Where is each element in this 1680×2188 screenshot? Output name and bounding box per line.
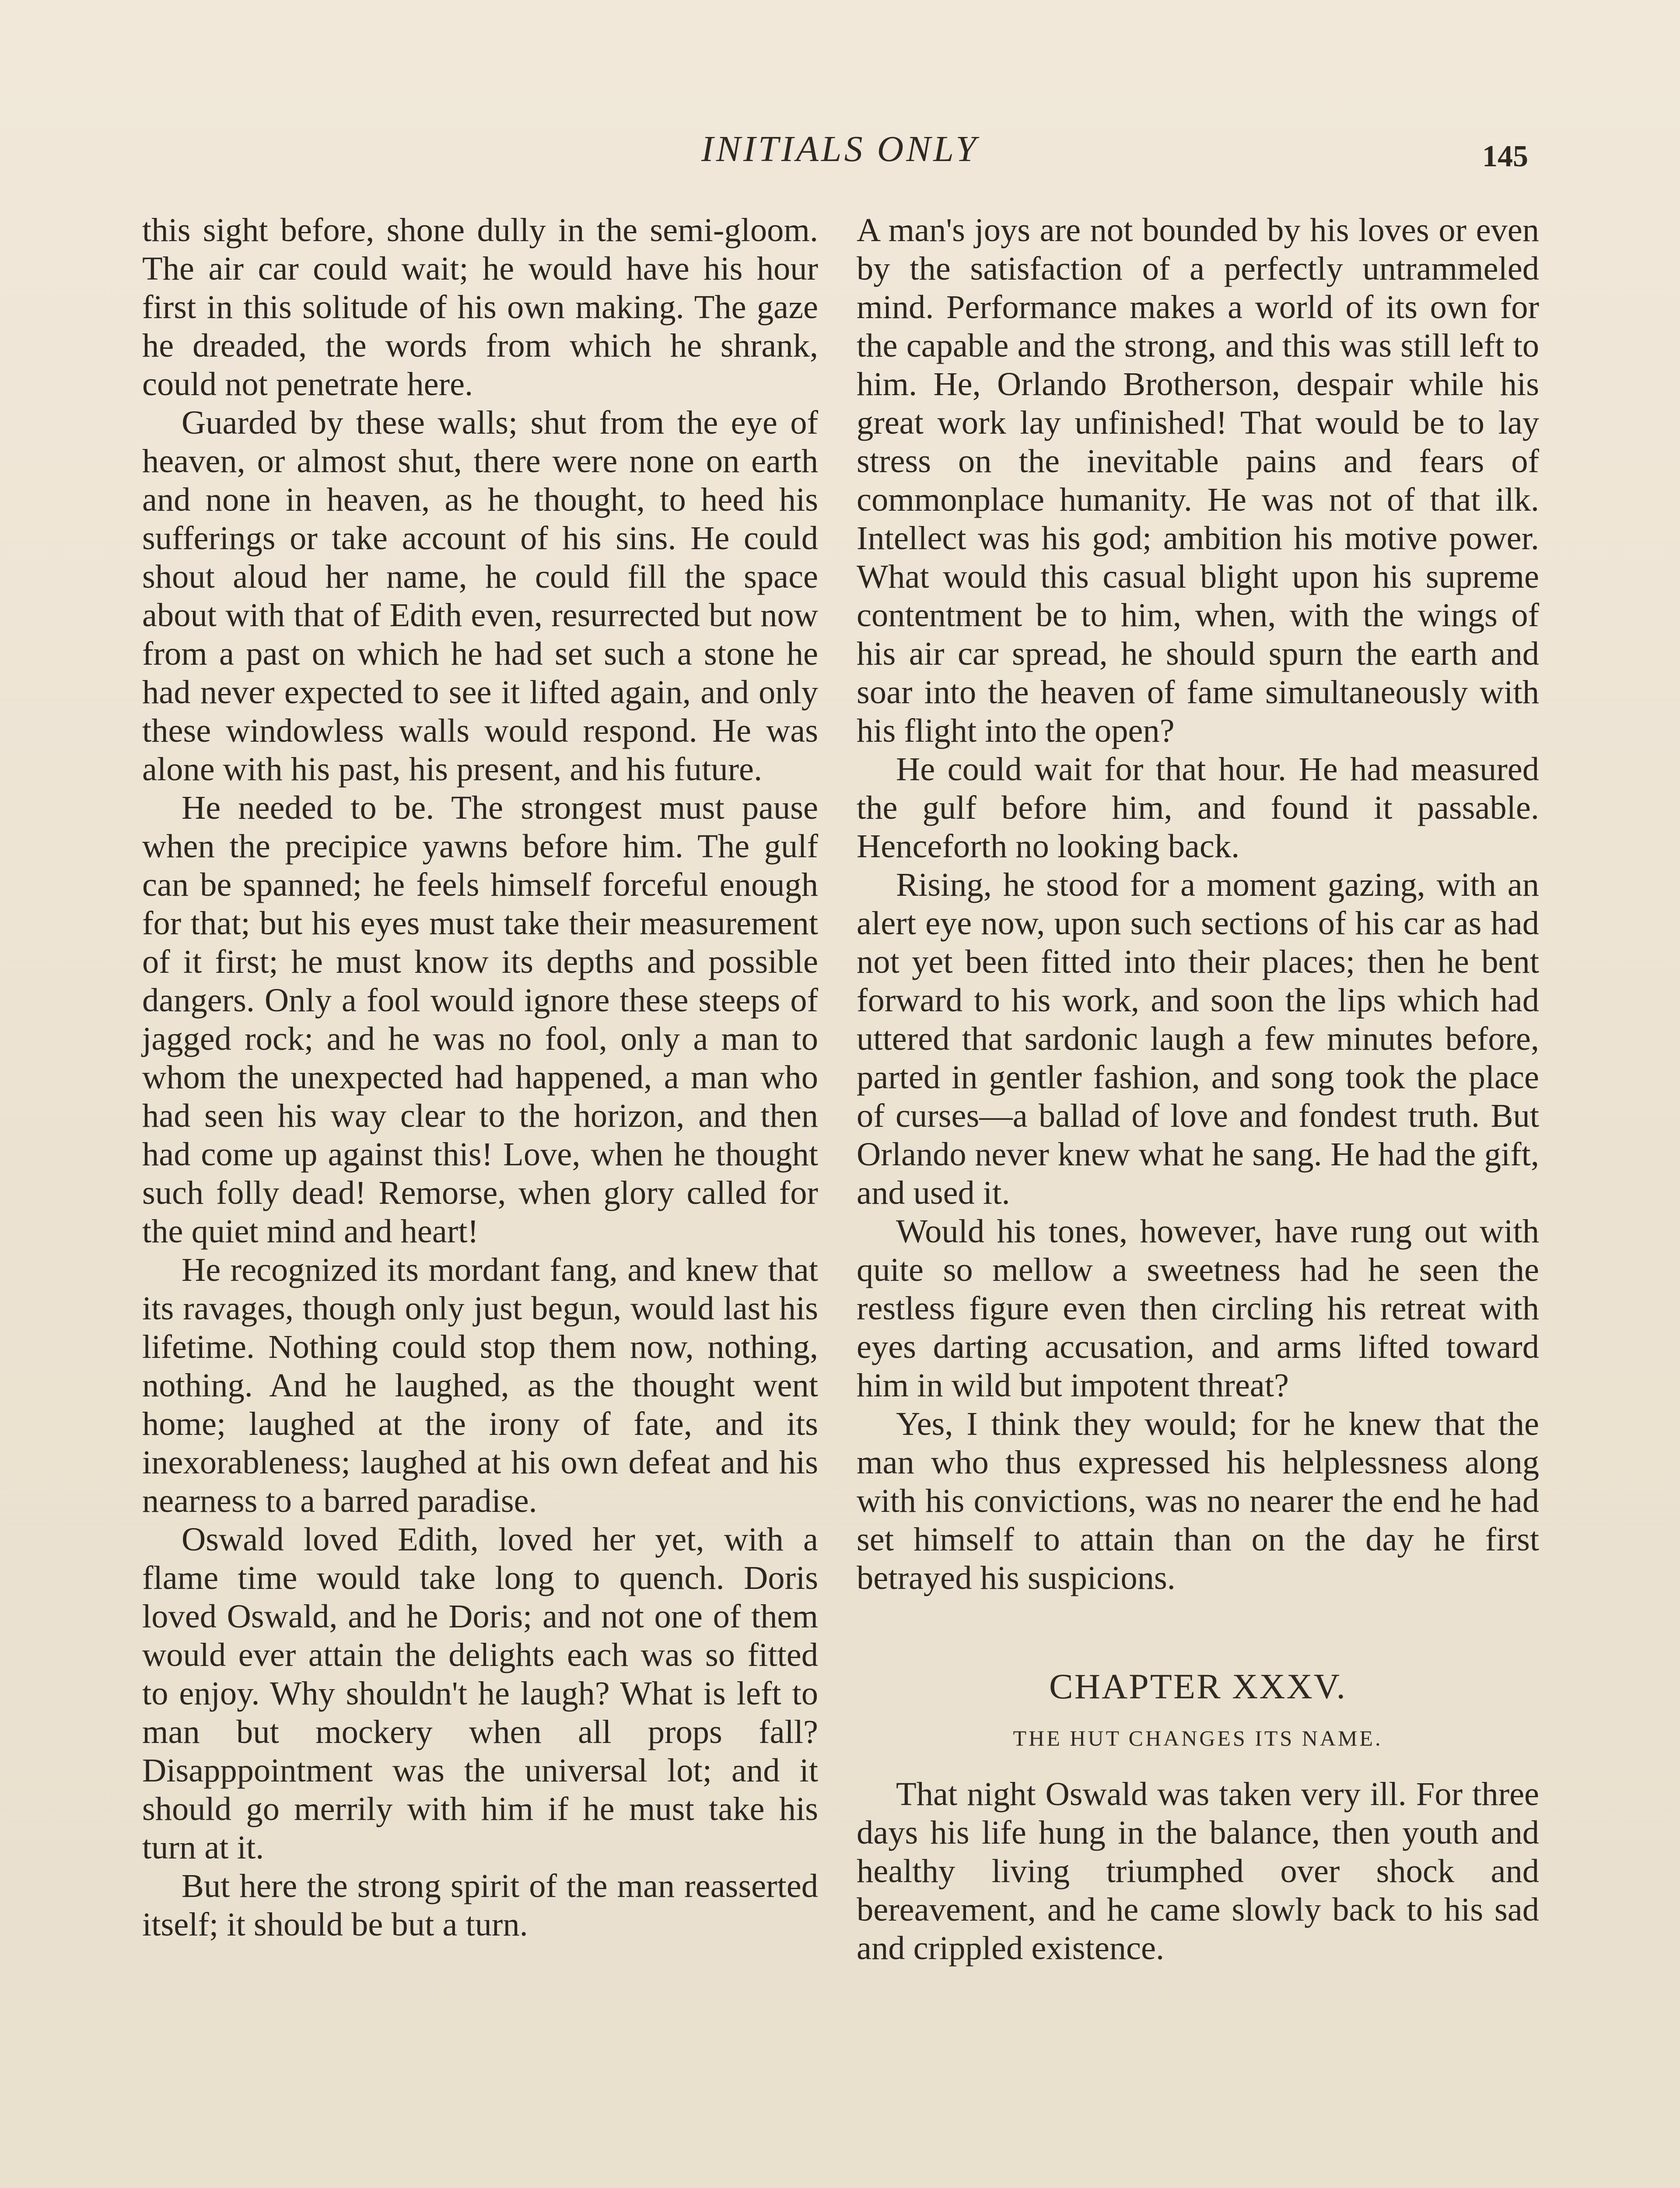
paragraph: Guarded by these walls; shut from the eye of heaven, or almost shut, there were none on earth and none in heaven, as he thought, to heed his sufferings or take account of his sins. He could shout aloud her name, he could fill the space about with that of Edith even, resurrected but now from a past on which he had set such a stone he had never expected to see it lifted again, and only these windowless walls would respond. He was alone with his past, his present, and his future. [142, 404, 818, 788]
paragraph: this sight before, shone dully in the semi-gloom. The air car could wait; he would have his hour first in this solitude of his own making. The gaze he dreaded, the words from which he shrank, could not penetrate here. [142, 211, 818, 403]
paragraph: He could wait for that hour. He had measured the gulf before him, and found it passable. Henceforth no looking back. [857, 750, 1539, 865]
chapter-subtitle: THE HUT CHANGES ITS NAME. [1013, 1726, 1383, 1750]
right-column [857, 211, 1539, 1967]
paragraph: He needed to be. The strongest must pause when the precipice yawns before him. The gulf can be spanned; he feels himself forceful enough for that; but his eyes must take their measurement of it first; he must know its depths and possible dangers. Only a fool would ignore these steeps of jagged rock; and he was no fool, only a man to whom the unexpected had happened, a man who had seen his way clear to the horizon, and then had come up against this! Love, when he thought such folly dead! Remorse, when glory called for the quiet mind and heart! [142, 789, 818, 1250]
chapter-opening-paragraph: That night Oswald was taken very ill. For three days his life hung in the balance, then youth and healthy living triumphed over shock and bereavement, and he came slowly back to his sad and crippled existence. [857, 1775, 1539, 1967]
running-title: INITIALS ONLY [701, 129, 979, 169]
page-number: 145 [1482, 140, 1528, 173]
paragraph: He recognized its mordant fang, and knew that its ravages, though only just begun, would last his lifetime. Nothing could stop them now, nothing, nothing. And he laughed, as the thought went home; laughed at the irony of fate, and its inexorableness; laughed at his own defeat and his nearness to a barred paradise. [142, 1251, 818, 1519]
left-column [142, 211, 818, 1944]
chapter-title: CHAPTER XXXV. [1049, 1666, 1347, 1706]
paragraph: Yes, I think they would; for he knew that the man who thus expressed his helplessness along with his convictions, was no nearer the end he had set himself to attain than on the day he first betrayed his suspicions. [857, 1405, 1539, 1596]
paragraph: Oswald loved Edith, loved her yet, with a flame time would take long to quench. Doris loved Oswald, and he Doris; and not one of them would ever attain the delights each was so fitted to enjoy. Why shouldn't he laugh? What is left to man but mockery when all props fall? Disapppointment was the universal lot; and it should go merrily with him if he must take his turn at it. [142, 1521, 818, 1866]
paragraph: But here the strong spirit of the man reasserted itself; it should be but a turn. [142, 1867, 818, 1943]
paragraph: Rising, he stood for a moment gazing, with an alert eye now, upon such sections of his car as had not yet been fitted into their places; then he bent forward to his work, and soon the lips which had uttered that sardonic laugh a few minutes before, parted in gentler fashion, and song took the place of curses—a ballad of love and fondest truth. But Orlando never knew what he sang. He had the gift, and used it. [857, 866, 1539, 1211]
paragraph: Would his tones, however, have rung out with quite so mellow a sweetness had he seen the restless figure even then circling his retreat with eyes darting accusation, and arms lifted toward him in wild but impotent threat? [857, 1213, 1539, 1404]
paragraph: A man's joys are not bounded by his loves or even by the satisfaction of a perfectly untrammeled mind. Performance makes a world of its own for the capable and the strong, and this was still left to him. He, Orlando Brotherson, despair while his great work lay unfinished! That would be to lay stress on the inevitable pains and fears of commonplace humanity. He was not of that ilk. Intellect was his god; ambition his motive power. What would this casual blight upon his supreme contentment be to him, when, with the wings of his air car spread, he should spurn the earth and soar into the heaven of fame simultaneously with his flight into the open? [857, 211, 1539, 749]
